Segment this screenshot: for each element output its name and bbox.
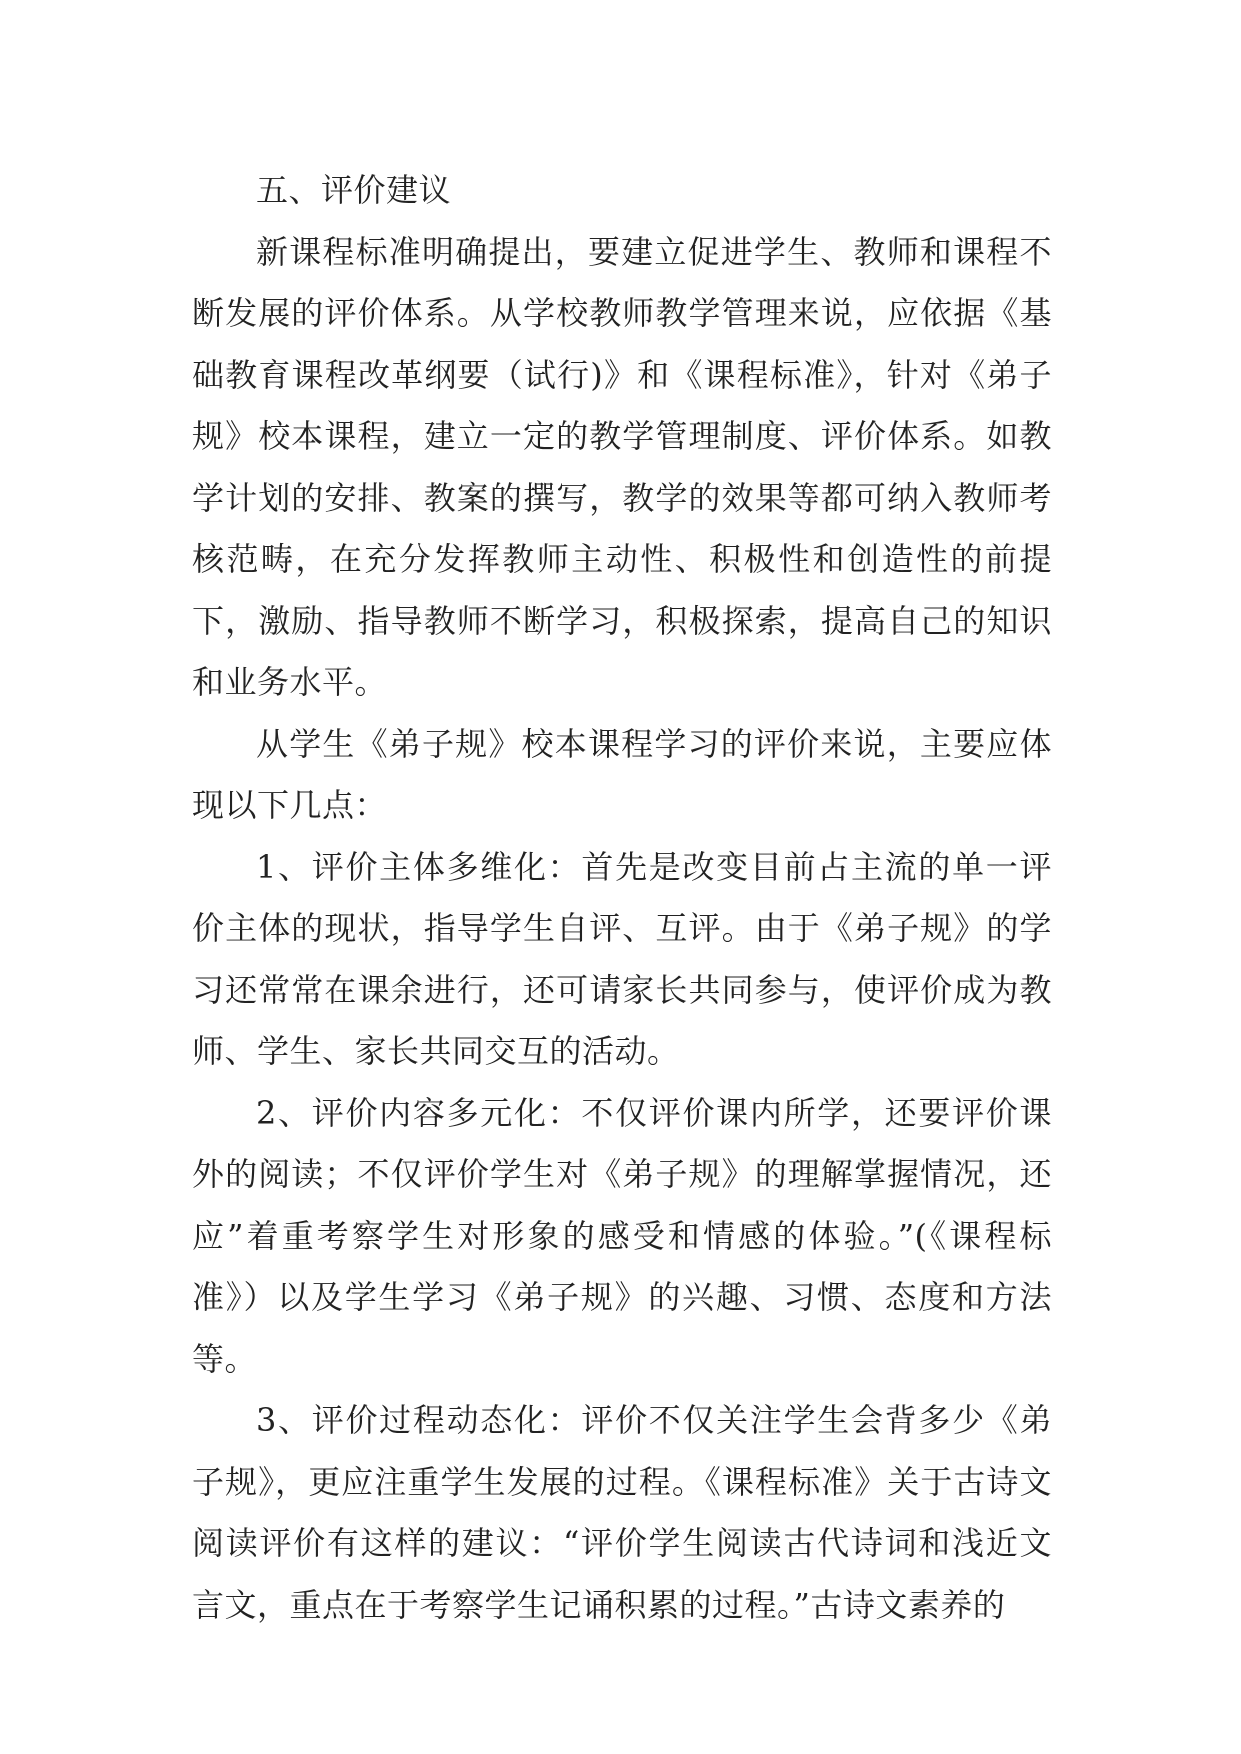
paragraph-point-3: 3、评价过程动态化：评价不仅关注学生会背多少《弟子规》，更应注重学生发展的过程。《课程标准》关于古诗文阅读评价有这样的建议：“评价学生阅读古代诗词和浅近文言文，重点在于考察学生记诵积累的过程。”古诗文素养的 [192, 1401, 1052, 1624]
paragraph-evaluation-system: 新课程标准明确提出，要建立促进学生、教师和课程不断发展的评价体系。从学校教师教学管理来说，应依据《基础教育课程改革纲要（试行)》和《课程标准》，针对《弟子规》校本课程，建立一定的教学管理制度、评价体系。如教学计划的安排、教案的撰写，教学的效果等都可纳入教师考核范畴，在充分发挥教师主动性、积极性和创造性的前提下，激励、指导教师不断学习，积极探索，提高自己的知识和业务水平。 [192, 232, 1052, 701]
paragraph-point-2: 2、评价内容多元化：不仅评价课内所学，还要评价课外的阅读；不仅评价学生对《弟子规》的理解掌握情况，还应”着重考察学生对形象的感受和情感的体验。”(《课程标准》）以及学生学习《弟子规》的兴趣、习惯、态度和方法等。 [192, 1093, 1052, 1378]
section-heading: 五、评价建议 [256, 171, 452, 209]
document-body [192, 160, 1052, 1636]
paragraph-student-evaluation-intro: 从学生《弟子规》校本课程学习的评价来说，主要应体现以下几点： [192, 724, 1052, 824]
paragraph-point-1: 1、评价主体多维化：首先是改变目前占主流的单一评价主体的现状，指导学生自评、互评。由于《弟子规》的学习还常常在课余进行，还可请家长共同参与，使评价成为教师、学生、家长共同交互的活动。 [192, 847, 1052, 1070]
